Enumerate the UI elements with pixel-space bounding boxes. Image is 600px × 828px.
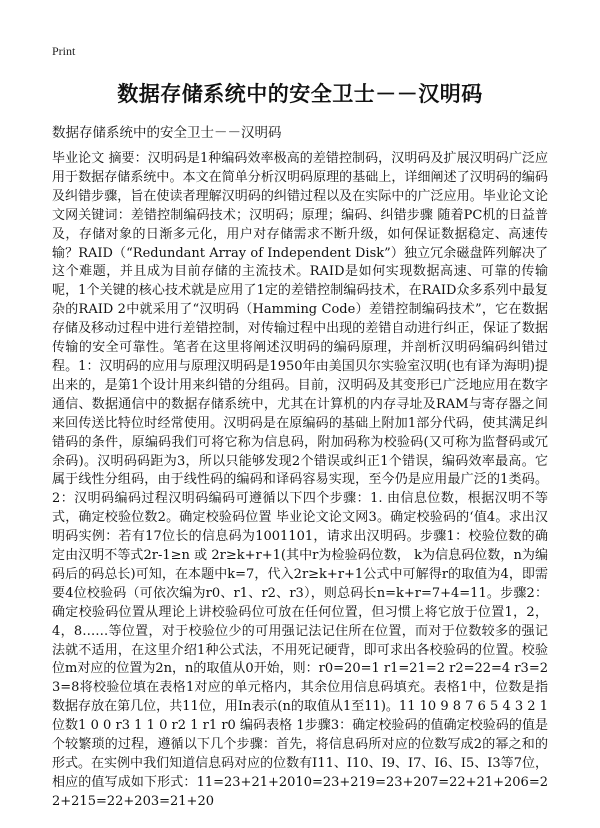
page-title: 数据存储系统中的安全卫士－－汉明码 [117,82,483,106]
print-link[interactable]: Print [52,44,76,58]
article-body: 毕业论文 摘要：汉明码是1种编码效率极高的差错控制码，汉明码及扩展汉明码广泛应用于数据存储系统中。本文在简单分析汉明码原理的基础上，详细阐述了汉明码的编码及纠错步骤，旨在使读者理解汉明码的纠错过程以及在实际中的广泛应用。毕业论文论文网关键词：差错控制编码技术；汉明码；原理；编码、纠错步骤 随着PC机的日益普及，存储对象的日渐多元化，用户对存储需求不断升级，如何保证数据稳定、高速传输？RAID（“Redundant Array of Independent Disk”）独立冗余磁盘阵列解决了这个难题，并且成为目前存储的主流技术。RAID是如何实现数据高速、可靠的传输呢，1个关键的核心技术就是应用了1定的差错控制编码技术，在RAID众多系列中最复杂的RAID 2中就采用了“汉明码（Hamming Code）差错控制编码技术”，它在数据存储及移动过程中进行差错控制，对传输过程中出现的差错自动进行纠正，保证了数据传输的安全可靠性。笔者在这里将阐述汉明码的编码原理，并剖析汉明码编码纠错过程。1：汉明码的应用与原理汉明码是1950年由美国贝尔实验室汉明(也有译为海明)提出来的，是第1个设计用来纠错的分组码。目前，汉明码及其变形已广泛地应用在数字通信、数据通信中的数据存储系统中，尤其在计算机的内存寻址及RAM与寄存器之间来回传送比特位时经常使用。汉明码是在原编码的基础上附加1部分代码，使其满足纠错码的条件，原编码我们可将它称为信息码，附加码称为校验码(又可称为监督码或冗余码)。汉明码码距为3，所以只能够发现2个错误或纠正1个错误，编码效率最高。它属于线性分组码，由于线性码的编码和译码容易实现，至今仍是应用最广泛的1类码。2：汉明码编码过程汉明码编码可遵循以下四个步骤：1. 由信息位数，根据汉明不等式，确定校验位数2。确定校验码位置 毕业论文论文网3。确定校验码的‘值4。求出汉明码实例：若有17位长的信息码为1001101，请求出汉明码。步骤1：校验位数的确定由汉明不等式2r-1≥n 或 2r≥k+r+1(其中r为检验码位数， k为信息码位数，n为编码后的码总长)可知，在本题中k=7，代入2r≥k+r+1公式中可解得r的取值为4，即需要4位校验码（可依次编为r0、r1、r2、r3），则总码长n=k+r=7+4=11。步骤2：确定校验码位置从理论上讲校验码位可放在任何位置，但习惯上将它放于位置1，2，4，8……等位置，对于校验位少的可用强记法记住所在位置，而对于位数较多的强记法就不适用，在这里介绍1种公式法，不用死记硬背，即可求出各校验码的位置。校验位m对应的位置为2n，n的取值从0开始，则：r0=20=1 r1=21=2 r2=22=4 r3=23=8将校验位填在表格1对应的单元格内，其余位用信息码填充。表格1中，位数是指数据存放在第几位，共11位，用In表示(n的取值从1至11)。11 10 9 8 7 6 5 4 3 2 1 位数1 0 0 r3 1 1 0 r2 1 r1 r0 编码表格 1步骤3：确定校验码的值确定校验码的值是个较繁琐的过程，遵循以下几个步骤：首先，将信息码所对应的位数写成2的幂之和的形式。在实例中我们知道信息码对应的位数有I11、I10、I9、I7、I6、I5、I3等7位，相应的值写成如下形式：11=23+21+2010=23+219=23+207=22+21+206=22+215=22+203=21+20 [52,151,548,809]
article-subtitle: 数据存储系统中的安全卫士－－汉明码 [52,125,282,141]
